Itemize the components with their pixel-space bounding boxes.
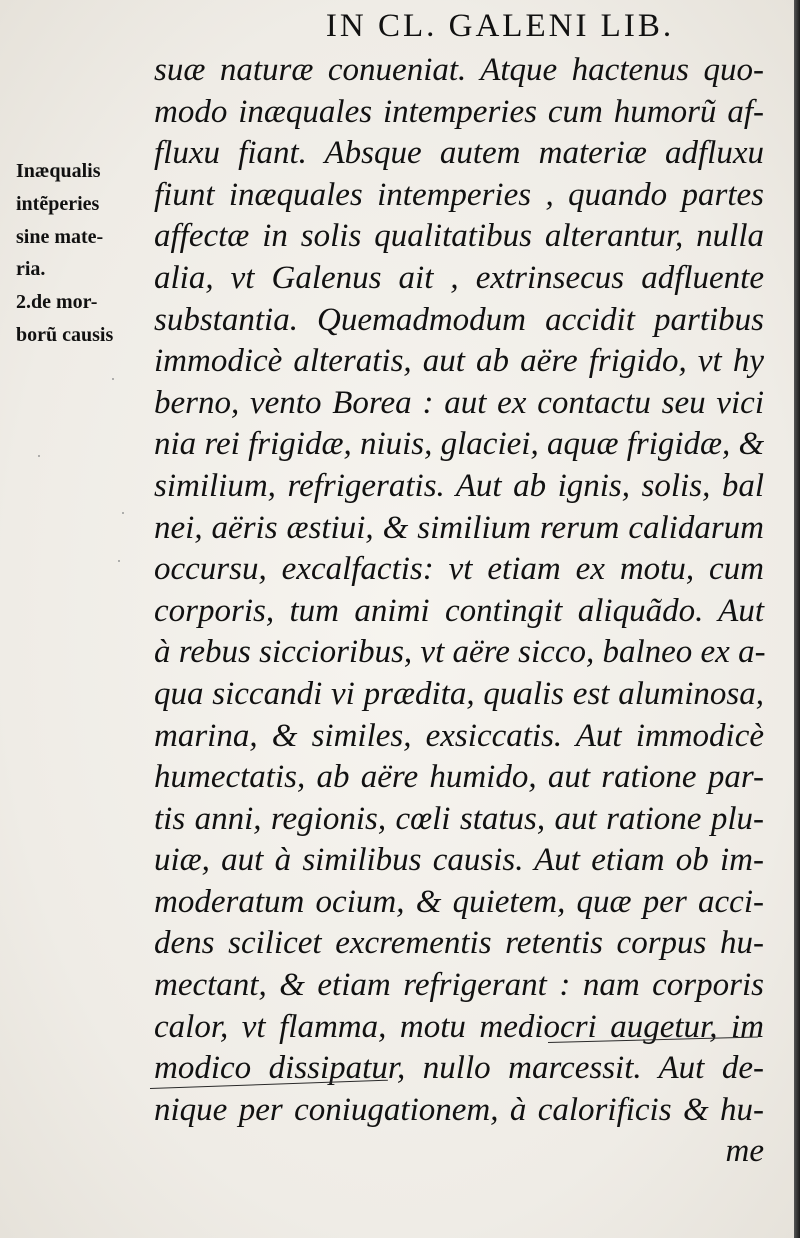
text-line: suæ naturæ conueniat. Atque hactenus quo- bbox=[154, 52, 764, 88]
paper-speck bbox=[118, 560, 120, 562]
margin-note-line: sine mate- bbox=[16, 225, 104, 248]
page-edge-shadow bbox=[794, 0, 800, 1238]
text-line: modo inæquales intemperies cum humorũ af- bbox=[154, 93, 764, 130]
text-line: similium, refrigeratis. Aut ab ignis, solis, bal bbox=[154, 467, 764, 504]
paper-speck bbox=[122, 512, 124, 514]
running-head: IN CL. GALENI LIB. bbox=[325, 8, 675, 44]
margin-note-line: Inæqualis bbox=[16, 160, 101, 182]
text-line: nei, aëris æstiui, & similium rerum calidarum bbox=[154, 509, 764, 546]
text-line: alia, vt Galenus ait , extrinsecus adfluente bbox=[154, 259, 764, 296]
text-line: humectatis, ab aëre humido, aut ratione par- bbox=[154, 759, 764, 796]
text-line: uiæ, aut à similibus causis. Aut etiam ob im- bbox=[154, 842, 764, 879]
text-line: qua siccandi vi prædita, qualis est aluminosa, bbox=[154, 675, 764, 712]
margin-notes bbox=[16, 155, 152, 352]
text-line: modico dissipatur, nullo marcessit. Aut de- bbox=[154, 1050, 764, 1087]
body-text bbox=[154, 50, 774, 1173]
text-line: immodicè alteratis, aut ab aëre frigido, vt hy bbox=[154, 343, 764, 380]
text-line: dens scilicet excrementis retentis corpus hu- bbox=[154, 925, 764, 962]
text-line: nia rei frigidæ, niuis, glaciei, aquæ frigidæ, & bbox=[154, 426, 765, 463]
text-line: à rebus siccioribus, vt aëre sicco, balneo ex a- bbox=[154, 634, 766, 671]
text-line: mectant, & etiam refrigerant : nam corporis bbox=[154, 967, 764, 1004]
text-line: corporis, tum animi contingit aliquãdo. Aut bbox=[154, 592, 764, 629]
paper-speck bbox=[38, 455, 40, 457]
text-line: berno, vento Borea : aut ex contactu seu vici bbox=[154, 384, 764, 421]
text-line: occursu, excalfactis: vt etiam ex motu, cum bbox=[154, 551, 764, 588]
catchword: me bbox=[725, 1133, 764, 1170]
text-line: fiunt inæquales intemperies , quando partes bbox=[154, 176, 764, 213]
margin-note-line: 2.de mor- bbox=[16, 291, 98, 314]
paper-speck bbox=[112, 378, 114, 380]
text-line: substantia. Quemadmodum accidit partibus bbox=[154, 301, 764, 338]
margin-note-line: ria. bbox=[16, 258, 46, 281]
text-line: nique per coniugationem, à calorificis & hu- bbox=[154, 1091, 764, 1128]
text-line: moderatum ocium, & quietem, quæ per acci- bbox=[154, 883, 764, 920]
text-line: tis anni, regionis, cœli status, aut ratione plu- bbox=[154, 800, 764, 837]
text-line: affectæ in solis qualitatibus alterantur, nulla bbox=[154, 218, 764, 255]
text-line: calor, vt flamma, motu mediocri augetur, im bbox=[154, 1008, 764, 1045]
text-line: fluxu fiant. Absque autem materiæ adfluxu bbox=[154, 135, 764, 172]
margin-note-line: borũ causis bbox=[16, 323, 114, 346]
text-line: marina, & similes, exsiccatis. Aut immodicè bbox=[154, 717, 764, 754]
margin-note-line: intẽperies bbox=[16, 192, 100, 215]
